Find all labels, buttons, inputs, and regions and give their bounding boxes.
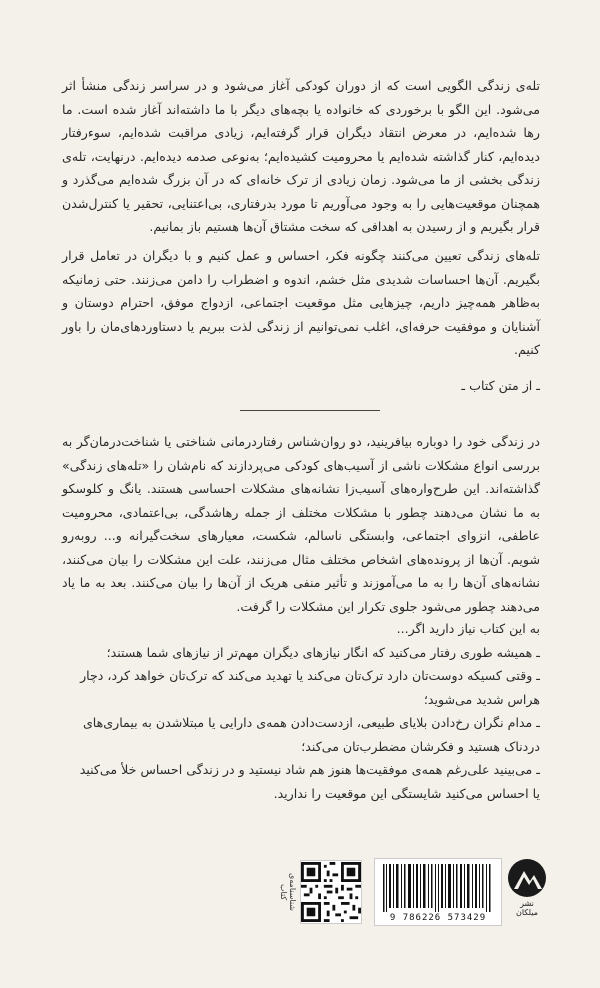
bullet-line: ـ همیشه طوری رفتار می‌کنید که انگار نیازهای دیگران مهم‌تر از نیازهای شما هستند؛ [106,644,540,660]
divider [240,410,380,411]
qr-code [300,860,362,924]
bullet-intro: به این کتاب نیاز دارید اگر... [396,621,540,636]
paragraph-3: در زندگی خود را دوباره بیافرینید، دو روان‌شناس رفتاردرمانی شناختی یا شناخت‌درمان‌گر به بررسی انواع مشکلات ناشی از آسیب‌های کودکی می‌پردازند که نام‌شان را «تله‌های زندگی» گذاشته‌اند. این طرح‌واره‌های آسیب‌زا نشانه‌های مشکلات احساسی هستند. یانگ و کلوسکو به ما نشان می‌دهند چطور با مشکلات مختلف از جمله رهاشدگی، بی‌اعتمادی، محرومیت عاطفی، انزوای اجتماعی، وابستگی ناسالم، شکست، معیارهای سخت‌گیرانه و... روبه‌رو شویم. آن‌ها از پرونده‌های اشخاص مختلف مثال می‌زنند، علت این مشکلات را بیان می‌کنند، نشانه‌های آن‌ها را به ما می‌آموزند و تأثیر منفی هریک از آن‌ها را بیان می‌کنند. بعد به ما یاد می‌دهند چطور می‌شود جلوی تکرار این مشکلات را گرفت. [62,434,540,614]
mountain-icon [508,859,546,897]
bullet-line: هراس شدید می‌شوید؛ [423,691,540,707]
bullet-line: ـ مدام نگران رخ‌دادن بلایای طبیعی، ازدست‌دادن همه‌ی دارایی یا مبتلاشدن به بیماری‌های [82,715,540,730]
publisher-name: نشر میلکان [515,899,539,917]
bullet-line: ـ وقتی کسیکه دوست‌تان دارد ترک‌تان می‌کند یا تهدید می‌کند که ترک‌تان خواهد کرد، دچار [80,668,540,683]
bullet-line: دردناک هستید و فکرشان مضطرب‌تان می‌کند؛ [301,738,540,754]
paragraph-2: تله‌های زندگی تعیین می‌کنند چگونه فکر، احساس و عمل کنیم و با دیگران در تعامل قرار بگیریم. آن‌ها احساسات شدیدی مثل خشم، اندوه و اضطراب را دامن می‌زنند. حتی زمانیکه به‌ظاهر همه‌چیز داریم، چیزهایی مثل موقعیت اجتماعی، ازدواج موفق، احترام دوستان و آشنایان و موفقیت حرفه‌ای، اغلب نمی‌توانیم از زندگی لذت ببریم یا دستاوردهای‌مان را باور کنیم. [62,248,540,357]
qr-label: شناسنامه‌ی کتاب [279,873,297,911]
isbn-number: 9 786226 573429 [389,913,487,923]
bullet-line: یا احساس می‌کنید شایستگی این موقعیت را ندارید. [273,785,540,801]
bullet-list [62,617,540,805]
publisher-logo [508,859,546,923]
bullet-line: ـ می‌بینید علی‌رغم همه‌ی موفقیت‌ها هنوز هم شاد نیستید و در زندگی احساس خلأ می‌کنید [79,762,540,777]
source-note: ـ از متن کتاب ـ [461,378,540,393]
paragraph-1: تله‌ی زندگی الگویی است که از دوران کودکی آغاز می‌شود و در سراسر زندگی منشأ اثر می‌شود. این الگو با برخوردی که خانواده یا بچه‌های دیگر با ما داشته‌اند آغاز شده است. ما رها شده‌ایم، در معرض انتقاد دیگران قرار گرفته‌ایم، زیادی مراقبت شده‌ایم، سوءرفتار دیده‌ایم، کنار گذاشته شده‌ایم یا محرومیت کشیده‌ایم؛ به‌نوعی صدمه دیده‌ایم. درنهایت، تله‌ی زندگی بخشی از ما می‌شود. زمان زیادی از ترک خانه‌ای که در آن بزرگ شده‌ایم می‌گذرد و همچنان موقعیت‌هایی را به وجود می‌آوریم تا مورد بدرفتاری، بی‌اعتنایی، تحقیر یا کنترل‌شدن قرار بگیریم و از رسیدن به اهدافی که سخت مشتاق آن‌ها هستیم باز بمانیم. [62,78,540,234]
isbn-barcode [374,858,502,926]
